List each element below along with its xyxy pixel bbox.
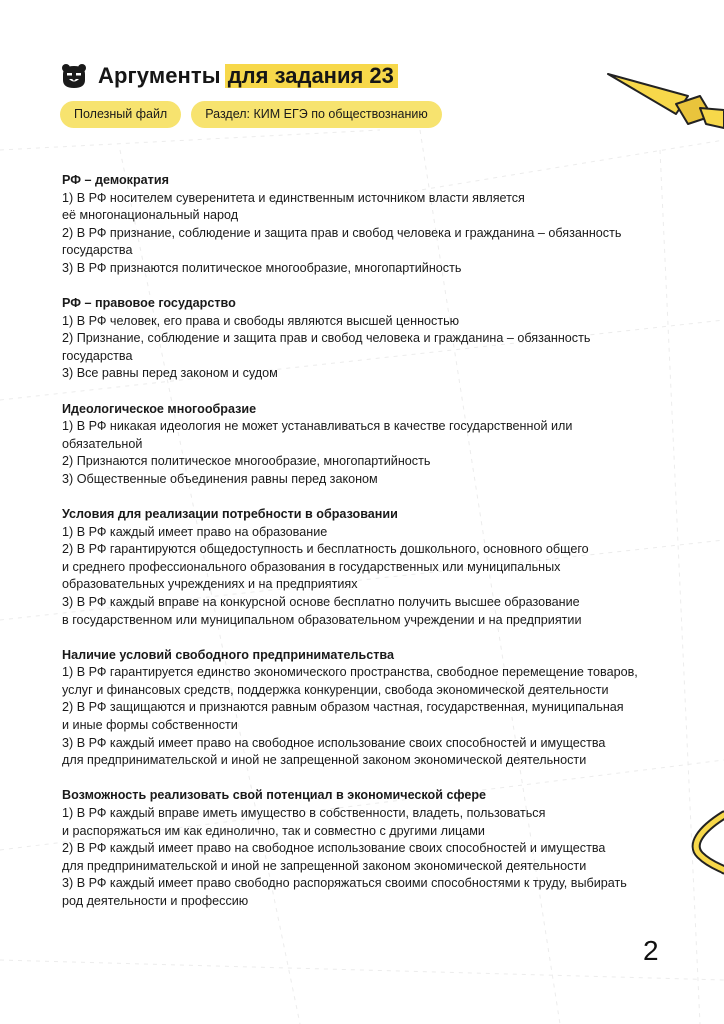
section-rule-of-law: [62, 295, 662, 383]
bear-face-icon: [60, 62, 88, 90]
section-ideological-diversity: [62, 401, 662, 489]
text-line: 2) Признаются политическое многообразие, многопартийность: [62, 454, 431, 469]
section-title: Возможность реализовать свой потенциал в экономической сфере: [62, 788, 487, 803]
text-line: 1) В РФ гарантируется единство экономического пространства, свободное перемещение товаров,: [62, 665, 638, 680]
text-line: государства: [62, 243, 133, 258]
text-line: государства: [62, 348, 133, 363]
page-title-highlight: для задания 23: [225, 64, 398, 88]
text-line: 3) Общественные объединения равны перед законом: [62, 471, 378, 486]
text-line: 1) В РФ носителем суверенитета и единственным источником власти является: [62, 190, 525, 205]
arguments-content: [62, 172, 662, 928]
section-democracy: [62, 172, 662, 278]
text-line: и иные формы собственности: [62, 718, 238, 733]
text-line: и среднего профессионального образования в государственных или муниципальных: [62, 559, 561, 574]
text-line: род деятельности и профессию: [62, 893, 249, 908]
section-economic-potential: [62, 787, 662, 910]
section-title: Наличие условий свободного предпринимательства: [62, 647, 394, 662]
section-title: Условия для реализации потребности в образовании: [62, 507, 398, 521]
text-line: 1) В РФ никакая идеология не может устанавливаться в качестве государственной или: [62, 419, 573, 434]
section-title: РФ – правовое государство: [62, 296, 236, 311]
section-entrepreneurship: [62, 647, 662, 770]
useful-file-pill: Полезный файл: [60, 101, 181, 128]
text-line: 3) В РФ признаются политическое многообразие, многопартийность: [62, 260, 462, 275]
text-line: 1) В РФ каждый имеет право на образование: [62, 524, 328, 539]
text-line: 3) В РФ каждый имеет право свободно распоряжаться своими способностями к труду, выбирать: [62, 876, 627, 891]
section-title: Идеологическое многообразие: [62, 401, 257, 416]
text-line: в государственном или муниципальном образовательном учреждении и на предприятии: [62, 612, 582, 627]
header: [60, 58, 398, 94]
page-number: 2: [643, 935, 659, 966]
arrow-decoration: [608, 74, 724, 128]
text-line: 1) В РФ человек, его права и свободы являются высшей ценностью: [62, 313, 460, 328]
text-line: 3) Все равны перед законом и судом: [62, 366, 278, 381]
text-line: 2) В РФ гарантируются общедоступность и бесплатность дошкольного, основного общего: [62, 542, 589, 557]
text-line: 3) В РФ каждый имеет право на свободное использование своих способностей и имущества: [62, 735, 606, 750]
text-line: услуг и финансовых средств, поддержка конкуренции, свобода экономической деятельности: [62, 682, 609, 697]
tag-pills: [60, 101, 452, 128]
text-line: обязательной: [62, 436, 143, 451]
section-title: РФ – демократия: [62, 173, 169, 187]
section-education: [62, 506, 662, 629]
text-line: 3) В РФ каждый вправе на конкурсной основе бесплатно получить высшее образование: [62, 594, 580, 609]
text-line: 2) В РФ признание, соблюдение и защита прав и свобод человека и гражданина – обязанность: [62, 225, 622, 240]
text-line: её многонациональный народ: [62, 208, 239, 223]
text-line: и распоряжаться им как единолично, так и совместно с другими лицами: [62, 823, 485, 838]
text-line: 2) В РФ защищаются и признаются равным образом частная, государственная, муниципальная: [62, 700, 624, 715]
text-line: 1) В РФ каждый вправе иметь имущество в собственности, владеть, пользоваться: [62, 805, 546, 820]
text-line: образовательных учреждениях и на предприятиях: [62, 577, 358, 592]
text-line: для предпринимательской и иной не запрещенной законом экономической деятельности: [62, 753, 587, 768]
text-line: для предпринимательской и иной не запрещенной законом экономической деятельности: [62, 858, 587, 873]
page-title: Аргументы: [98, 63, 221, 88]
text-line: 2) Признание, соблюдение и защита прав и свобод человека и гражданина – обязанность: [62, 331, 591, 346]
section-pill: Раздел: КИМ ЕГЭ по обществознанию: [191, 101, 442, 128]
text-line: 2) В РФ каждый имеет право на свободное использование своих способностей и имущества: [62, 841, 606, 856]
